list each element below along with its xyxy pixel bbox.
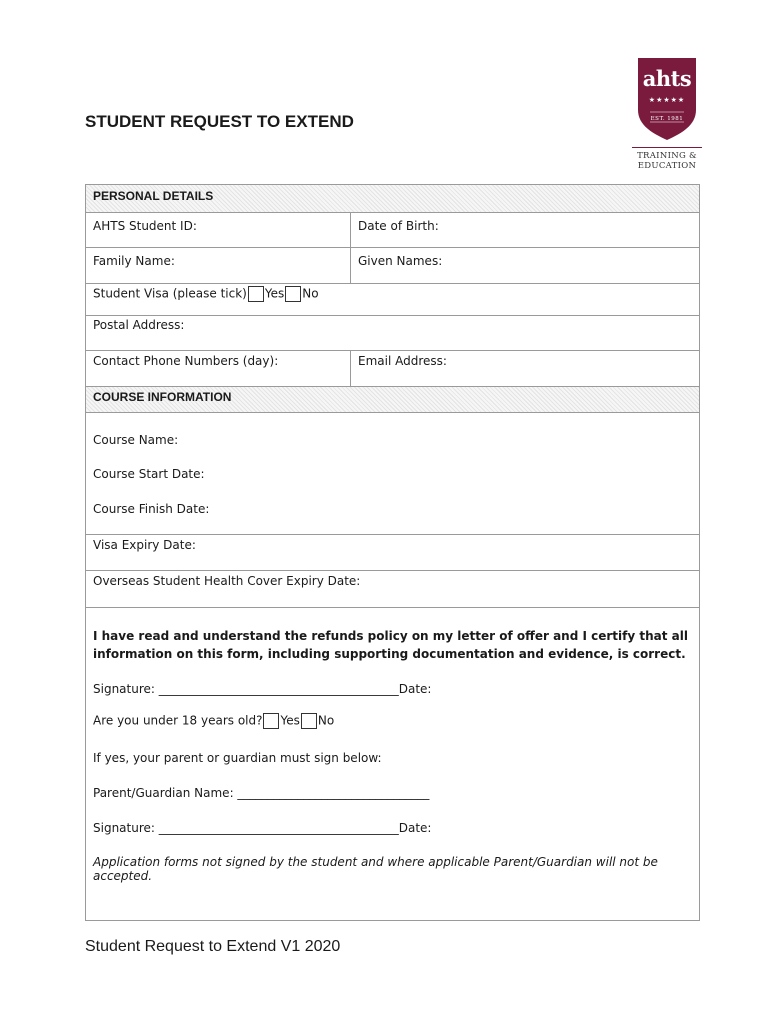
under-18-yes-label: Yes — [280, 713, 300, 728]
course-name-field[interactable]: Course Name: — [93, 433, 179, 447]
guardian-note: If yes, your parent or guardian must sign below: — [93, 751, 382, 765]
personal-details-heading: PERSONAL DETAILS — [93, 189, 214, 203]
ahts-logo — [630, 58, 704, 173]
logo-stars: ★★★★★ — [648, 97, 686, 104]
student-id-field[interactable]: AHTS Student ID: — [93, 219, 197, 233]
column-divider — [350, 351, 351, 386]
row-names — [86, 248, 699, 284]
row-contact — [86, 351, 699, 387]
declaration-statement: I have read and understand the refunds policy on my letter of offer and I certify that all information on this form, including supporting documentation and evidence, is correct. — [93, 629, 688, 661]
course-start-date-field[interactable]: Course Start Date: — [93, 467, 205, 481]
date-of-birth-field[interactable]: Date of Birth: — [358, 219, 439, 233]
course-finish-date-field[interactable]: Course Finish Date: — [93, 502, 210, 516]
under-18-no-checkbox[interactable] — [301, 713, 317, 729]
family-name-field[interactable]: Family Name: — [93, 254, 175, 268]
guardian-name-line[interactable]: Parent/Guardian Name: ________________________________ — [93, 786, 430, 800]
request-form — [85, 184, 700, 921]
under-18-yes-checkbox[interactable] — [263, 713, 279, 729]
under-18-label: Are you under 18 years old? — [93, 713, 263, 728]
postal-address-field[interactable]: Postal Address: — [93, 318, 185, 332]
row-postal-address — [86, 316, 699, 351]
row-student-id-dob — [86, 213, 699, 248]
given-names-field[interactable]: Given Names: — [358, 254, 443, 268]
signature-warning: Application forms not signed by the student and where applicable Parent/Guardian will not be accepted. — [93, 855, 658, 883]
document-title: STUDENT REQUEST TO EXTEND — [85, 112, 354, 131]
logo-wordmark: ahts — [642, 66, 692, 91]
visa-no-checkbox[interactable] — [285, 286, 301, 302]
visa-yes-label: Yes — [264, 286, 285, 301]
row-course-details — [86, 413, 699, 535]
column-divider — [350, 213, 351, 247]
course-information-heading: COURSE INFORMATION — [93, 390, 232, 404]
visa-expiry-date-field[interactable]: Visa Expiry Date: — [93, 538, 196, 552]
student-visa-label: Student Visa (please tick) — [93, 286, 247, 301]
student-visa-line — [93, 286, 319, 302]
personal-details-header — [86, 185, 699, 213]
email-address-field[interactable]: Email Address: — [358, 354, 447, 368]
logo-divider — [632, 147, 702, 148]
oshc-expiry-date-field[interactable]: Overseas Student Health Cover Expiry Date: — [93, 574, 361, 588]
row-student-visa — [86, 284, 699, 316]
document-footer: Student Request to Extend V1 2020 — [85, 938, 341, 955]
visa-yes-checkbox[interactable] — [248, 286, 264, 302]
contact-phone-field[interactable]: Contact Phone Numbers (day): — [93, 354, 279, 368]
under-18-line — [93, 713, 334, 729]
logo-subtitle — [630, 151, 704, 171]
under-18-no-label: No — [317, 713, 335, 728]
row-visa-expiry — [86, 535, 699, 571]
logo-subtitle-line1: TRAINING & — [637, 151, 697, 161]
column-divider — [350, 248, 351, 283]
course-information-header — [86, 387, 699, 413]
row-oshc-expiry — [86, 571, 699, 608]
logo-subtitle-line2: EDUCATION — [637, 161, 697, 171]
logo-established: EST. 1981 — [650, 116, 684, 122]
visa-no-label: No — [302, 286, 319, 301]
guardian-signature-line[interactable]: Signature: ________________________________________Date: — [93, 821, 432, 835]
student-signature-line[interactable]: Signature: ________________________________________Date: — [93, 682, 432, 696]
